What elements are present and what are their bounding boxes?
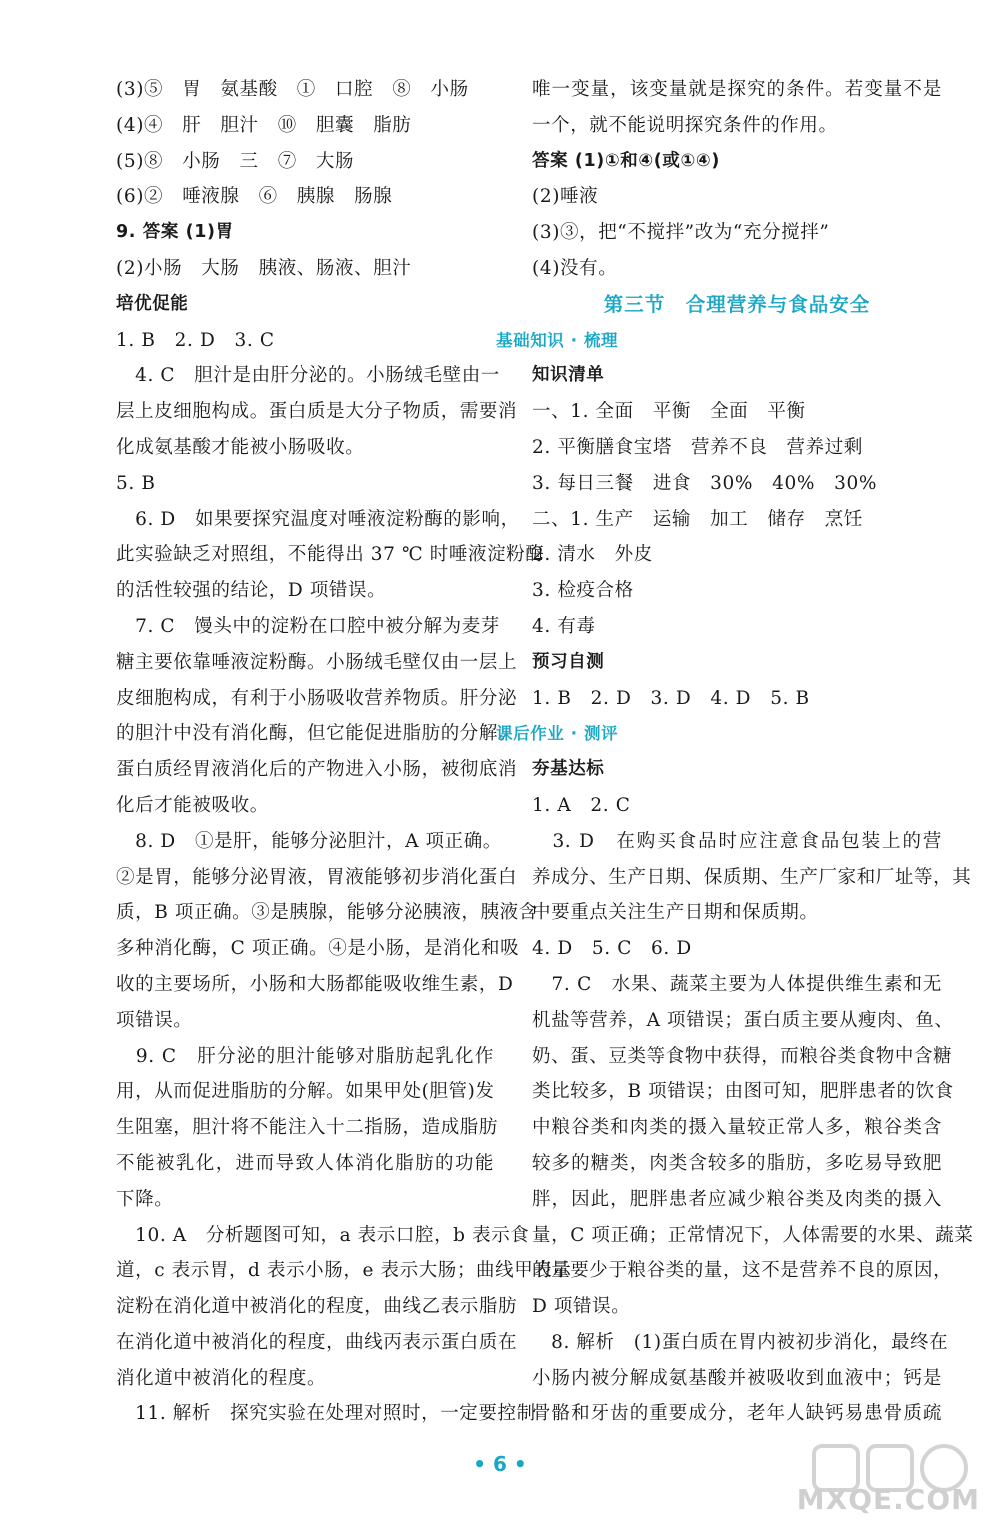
paragraph-line: 淀粉在消化道中被消化的程度，曲线乙表示脂肪: [116, 1296, 518, 1318]
text-line: 1. B 2. D 3. C: [116, 329, 275, 351]
paragraph-line: 类比较多，B 项错误；由图可知，肥胖患者的饮食: [532, 1081, 954, 1103]
subheading: 培优促能: [116, 293, 189, 314]
paragraph-line: 在消化道中被消化的程度，曲线丙表示蛋白质在: [116, 1331, 518, 1353]
paragraph-line: 下降。: [116, 1188, 174, 1210]
paragraph-line: 的胆汁中没有消化酶，但它能促进脂肪的分解。: [116, 723, 518, 745]
paragraph-line: 的活性较强的结论，D 项错误。: [116, 580, 387, 602]
text-line: (5)⑧ 小肠 三 ⑦ 大肠: [116, 150, 355, 172]
right-column: [496, 72, 974, 1432]
paragraph-line: 6. D 如果要探究温度对唾液淀粉酶的影响，: [116, 508, 520, 530]
paragraph-line: 层上皮细胞构成。蛋白质是大分子物质，需要消: [116, 401, 518, 423]
text-line: 1. A 2. C: [532, 794, 631, 816]
text-line: (2)小肠 大肠 胰液、肠液、胆汁: [116, 257, 412, 279]
paragraph-line: 一个，就不能说明探究条件的作用。: [532, 114, 838, 136]
paragraph-line: 生阻塞，胆汁将不能注入十二指肠，造成脂肪: [116, 1117, 499, 1139]
watermark-logo: [796, 1440, 986, 1520]
paragraph-line: 养成分、生产日期、保质期、生产厂家和厂址等，其: [532, 866, 972, 888]
paragraph-line: 8. D ①是肝，能够分泌胆汁，A 项正确。: [116, 830, 502, 852]
paragraph-line: 小肠内被分解成氨基酸并被吸收到血液中；钙是: [532, 1367, 942, 1389]
paragraph-line: 唯一变量，该变量就是探究的条件。若变量不是: [532, 79, 942, 100]
watermark-url: MXQE.COM: [796, 1483, 980, 1516]
text-line: 二、1. 生产 运输 加工 储存 烹饪: [532, 508, 863, 530]
text-line: 4. D 5. C 6. D: [532, 938, 692, 960]
section-header: 基础知识 · 梳理: [496, 330, 619, 350]
text-line: 2. 清水 外皮: [532, 544, 653, 566]
paragraph-line: 中粮谷类和肉类的摄入量较正常人多，粮谷类含: [532, 1117, 942, 1139]
text-line: 4. 有毒: [532, 615, 596, 637]
paragraph-line: 胖，因此，肥胖患者应减少粮谷类及肉类的摄入: [532, 1188, 942, 1210]
text-line: 3. 每日三餐 进食 30% 40% 30%: [532, 472, 878, 494]
paragraph-line: 皮细胞构成，有利于小肠吸收营养物质。肝分泌: [116, 687, 518, 709]
subheading: 预习自测: [532, 651, 605, 672]
subheading: 答案 (1)①和④(或①④): [532, 150, 720, 171]
text-line: 一、1. 全面 平衡 全面 平衡: [532, 401, 806, 423]
text-line: 1. B 2. D 3. D 4. D 5. B: [532, 687, 810, 709]
text-line: (3)⑤ 胃 氨基酸 ① 口腔 ⑧ 小肠: [116, 79, 469, 100]
paragraph-line: 用，从而促进脂肪的分解。如果甲处(胆管)发: [116, 1081, 495, 1103]
paragraph-line: ②是胃，能够分泌胃液，胃液能够初步消化蛋白: [116, 866, 518, 888]
paragraph-line: D 项错误。: [532, 1296, 631, 1318]
paragraph-line: 3. D 在购买食品时应注意食品包装上的营: [532, 830, 942, 852]
text-line: (6)② 唾液腺 ⑥ 胰腺 肠腺: [116, 186, 393, 208]
paragraph-line: 4. C 胆汁是由肝分泌的。小肠绒毛壁由一: [116, 365, 500, 387]
paragraph-line: 量，C 项正确；正常情况下，人体需要的水果、蔬菜: [532, 1224, 974, 1246]
text-line: (4)④ 肝 胆汁 ⑩ 胆囊 脂肪: [116, 114, 412, 136]
paragraph-line: 化后才能被吸收。: [116, 794, 269, 816]
text-line: (2)唾液: [532, 186, 599, 208]
paragraph-line: 蛋白质经胃液消化后的产物进入小肠，被彻底消: [116, 759, 518, 781]
paragraph-line: 消化道中被消化的程度。: [116, 1367, 327, 1389]
paragraph-line: 质，B 项正确。③是胰腺，能够分泌胰液，胰液含: [116, 902, 538, 924]
paragraph-line: 此实验缺乏对照组，不能得出 37 ℃ 时唾液淀粉酶: [116, 544, 545, 566]
text-line: 3. 检疫合格: [532, 580, 634, 602]
subheading: 知识清单: [532, 365, 605, 386]
paragraph-line: 9. C 肝分泌的胆汁能够对脂肪起乳化作: [116, 1045, 494, 1067]
section-title: 第三节 合理营养与食品安全: [603, 292, 871, 316]
text-line: 2. 平衡膳食宝塔 营养不良 营养过剩: [532, 436, 863, 458]
subheading: 9. 答案 (1)胃: [116, 222, 234, 243]
text-line: (4)没有。: [532, 257, 618, 279]
paragraph-line: 不能被乳化，进而导致人体消化脂肪的功能: [116, 1152, 494, 1174]
paragraph-line: 10. A 分析题图可知，a 表示口腔，b 表示食: [116, 1224, 530, 1246]
paragraph-line: 奶、蛋、豆类等食物中获得，而粮谷类食物中含糖: [532, 1045, 953, 1067]
paragraph-line: 项错误。: [116, 1009, 193, 1031]
section-header: 课后作业 · 测评: [496, 724, 619, 744]
page-number: • 6 •: [473, 1452, 527, 1476]
paragraph-line: 7. C 馒头中的淀粉在口腔中被分解为麦芽: [116, 615, 500, 637]
paragraph-line: 化成氨基酸才能被小肠吸收。: [116, 436, 365, 458]
paragraph-line: 11. 解析 探究实验在处理对照时，一定要控制: [116, 1403, 536, 1425]
paragraph-line: 道，c 表示胃，d 表示小肠，e 表示大肠；曲线甲表示: [116, 1260, 572, 1282]
paragraph-line: 机盐等营养，A 项错误；蛋白质主要从瘦肉、鱼、: [532, 1009, 954, 1031]
paragraph-line: 7. C 水果、蔬菜主要为人体提供维生素和无: [532, 973, 942, 995]
paragraph-line: 糖主要依靠唾液淀粉酶。小肠绒毛壁仅由一层上: [116, 651, 518, 673]
subheading: 夯基达标: [532, 759, 605, 780]
paragraph-line: 中要重点关注生产日期和保质期。: [532, 902, 819, 924]
paragraph-line: 8. 解析 (1)蛋白质在胃内被初步消化，最终在: [532, 1331, 949, 1353]
paragraph-line: 多种消化酶，C 项正确。④是小肠，是消化和吸: [116, 938, 520, 960]
paragraph-line: 收的主要场所，小肠和大肠都能吸收维生素，D: [116, 973, 514, 995]
text-line: (3)③，把“不搅拌”改为“充分搅拌”: [532, 222, 830, 244]
paragraph-line: 骨骼和牙齿的重要成分，老年人缺钙易患骨质疏: [532, 1403, 942, 1425]
paragraph-line: 较多的糖类，肉类含较多的脂肪，多吃易导致肥: [532, 1152, 942, 1174]
paragraph-line: 的量要少于粮谷类的量，这不是营养不良的原因，: [532, 1260, 953, 1282]
text-line: 5. B: [116, 472, 156, 494]
